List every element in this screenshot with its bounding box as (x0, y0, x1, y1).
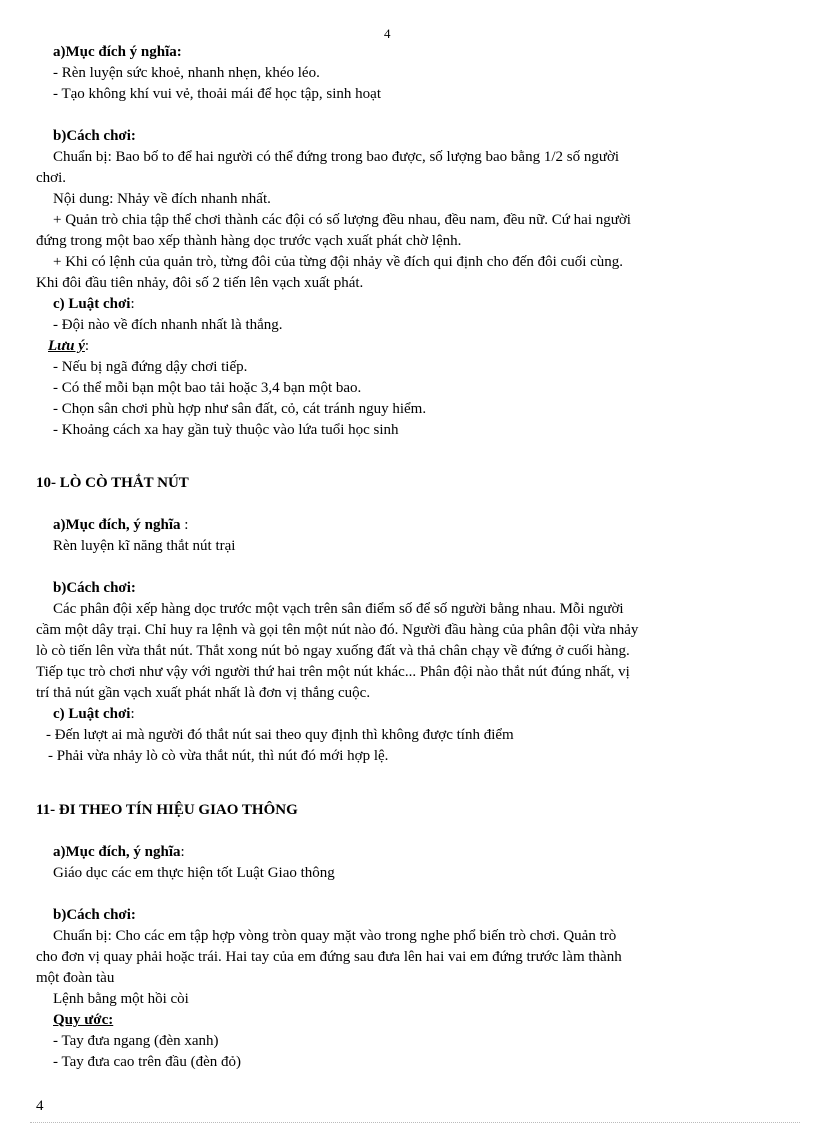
howto-line: cầm một dây trại. Chỉ huy ra lệnh và gọi tên một nút nào đó. Người đầu hàng của phân đội vừa nhảy (36, 622, 639, 638)
purpose-line: Giáo dục các em thực hiện tốt Luật Giao thông (53, 865, 335, 881)
howto-heading: b)Cách chơi: (53, 907, 136, 923)
note-heading-colon: : (84, 338, 90, 354)
howto-line: + Khi có lệnh của quản trò, từng đôi của từng đội nhảy về đích qui định cho đến đôi cuối cùng. (53, 254, 624, 270)
howto-line: một đoàn tàu (36, 970, 115, 986)
rules-heading (36, 294, 726, 315)
purpose-line: - Tạo không khí vui vẻ, thoải mái để học tập, sinh hoạt (53, 86, 381, 102)
note-line: - Có thể mỗi bạn một bao tải hoặc 3,4 bạn một bao. (53, 380, 362, 396)
purpose-line: - Rèn luyện sức khoẻ, nhanh nhẹn, khéo léo. (53, 65, 320, 81)
howto-heading: b)Cách chơi: (53, 580, 136, 596)
purpose-heading (36, 515, 726, 536)
howto-line: Tiếp tục trò chơi như vậy với người thứ hai trên một nút khác... Phân đội nào thắt nút đúng nhất, vị (36, 664, 630, 680)
rules-heading-text: c) Luật chơi (53, 706, 131, 722)
howto-line: Nội dung: Nhảy về đích nhanh nhất. (53, 191, 271, 207)
section-heading-game-11: 11- ĐI THEO TÍN HIỆU GIAO THÔNG (36, 802, 298, 818)
howto-line: chơi. (36, 170, 67, 186)
howto-line: Khi đôi đầu tiên nhảy, đôi số 2 tiến lên vạch xuất phát. (36, 275, 364, 291)
section-heading-game-10: 10- LÒ CÒ THẮT NÚT (36, 475, 189, 491)
rules-heading-colon: : (130, 706, 135, 722)
rules-line: - Đến lượt ai mà người đó thắt nút sai theo quy định thì không được tính điểm (46, 727, 514, 743)
purpose-heading-colon: : (180, 844, 185, 860)
note-heading (36, 336, 726, 357)
howto-line: lò cò tiến lên vừa thắt nút. Thắt xong nút bỏ ngay xuống đất và thả chân chạy về đứng ở cuối hàng. (36, 643, 630, 659)
rules-heading-colon: : (130, 296, 135, 312)
note-line: - Khoảng cách xa hay gần tuỳ thuộc vào lứa tuổi học sinh (53, 422, 399, 438)
rules-line: - Đội nào về đích nhanh nhất là thắng. (53, 317, 283, 333)
purpose-heading: a)Mục đích ý nghĩa: (53, 44, 182, 60)
page-content (36, 42, 726, 1073)
convention-line: - Tay đưa cao trên đầu (đèn đỏ) (53, 1054, 241, 1070)
purpose-heading-colon: : (180, 517, 189, 533)
page-number-bottom: 4 (36, 1098, 44, 1114)
howto-line: đứng trong một bao xếp thành hàng dọc trước vạch xuất phát chờ lệnh. (36, 233, 462, 249)
howto-line: Chuẩn bị: Cho các em tập hợp vòng tròn quay mặt vào trong nghe phổ biến trò chơi. Quản trò (53, 928, 617, 944)
page-number-top: 4 (384, 26, 391, 41)
convention-heading: Quy ước: (53, 1012, 114, 1028)
howto-line: Các phân đội xếp hàng dọc trước một vạch trên sân điểm số để số người bằng nhau. Mỗi người (53, 601, 624, 617)
note-line: - Nếu bị ngã đứng dậy chơi tiếp. (53, 359, 248, 375)
rules-heading (36, 704, 726, 725)
howto-line: trí thả nút gần vạch xuất phát nhất là đơn vị thắng cuộc. (36, 685, 371, 701)
howto-line: + Quản trò chia tập thể chơi thành các đội có số lượng đều nhau, đều nam, đều nữ. Cứ hai người (53, 212, 631, 228)
howto-heading: b)Cách chơi: (53, 128, 136, 144)
purpose-heading-text: a)Mục đích, ý nghĩa (53, 844, 181, 860)
purpose-heading (36, 842, 726, 863)
rules-heading-text: c) Luật chơi (53, 296, 131, 312)
note-heading-text: Lưu ý (48, 338, 85, 354)
convention-line: - Tay đưa ngang (đèn xanh) (53, 1033, 219, 1049)
howto-line: cho đơn vị quay phải hoặc trái. Hai tay của em đứng sau đưa lên hai vai em đứng trước làm thành (36, 949, 622, 965)
purpose-line: Rèn luyện kĩ năng thắt nút trại (53, 538, 236, 554)
howto-line: Chuẩn bị: Bao bố to để hai người có thể đứng trong bao được, số lượng bao bằng 1/2 số người (53, 149, 620, 165)
howto-line: Lệnh bằng một hồi còi (53, 991, 189, 1007)
rules-line: - Phải vừa nhảy lò cò vừa thắt nút, thì nút đó mới hợp lệ. (48, 748, 389, 764)
note-line: - Chọn sân chơi phù hợp như sân đất, cỏ, cát tránh nguy hiểm. (53, 401, 427, 417)
purpose-heading-text: a)Mục đích, ý nghĩa (53, 517, 181, 533)
